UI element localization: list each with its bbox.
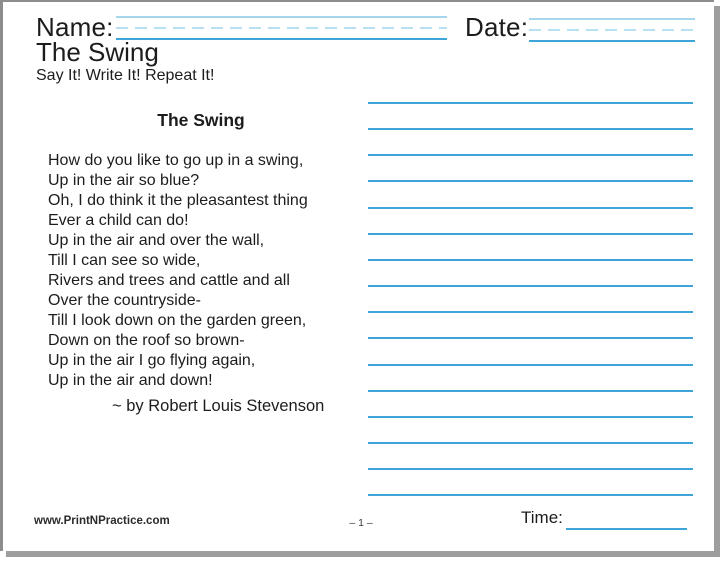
poem-line: Down on the roof so brown- <box>48 332 245 349</box>
writing-line <box>368 128 693 130</box>
name-guide-dashed-line <box>116 27 447 29</box>
poem-text <box>48 151 308 391</box>
date-guide-base-line <box>529 40 695 42</box>
writing-line <box>368 337 693 339</box>
worksheet-subtitle: Say It! Write It! Repeat It! <box>36 67 215 84</box>
time-label: Time: <box>521 508 563 527</box>
name-writing-lines <box>116 16 447 61</box>
time-fill-in-line <box>566 528 687 530</box>
writing-line <box>368 468 693 470</box>
poem-line: Oh, I do think it the pleasantest thing <box>48 192 308 209</box>
poem-line: Over the countryside- <box>48 292 201 309</box>
poem-heading: The Swing <box>157 110 245 130</box>
writing-line <box>368 390 693 392</box>
writing-line <box>368 154 693 156</box>
name-guide-top-line <box>116 16 447 18</box>
writing-line <box>368 233 693 235</box>
practice-lines <box>368 102 693 502</box>
poem-attribution: ~ by Robert Louis Stevenson <box>112 397 325 415</box>
name-label: Name: <box>36 12 114 42</box>
writing-line <box>368 416 693 418</box>
poem-line: How do you like to go up in a swing, <box>48 152 304 169</box>
writing-line <box>368 259 693 261</box>
poem-line: Up in the air and down! <box>48 372 213 389</box>
writing-line <box>368 285 693 287</box>
date-guide-top-line <box>529 18 695 20</box>
writing-line <box>368 364 693 366</box>
writing-line <box>368 311 693 313</box>
name-guide-base-line <box>116 38 447 40</box>
footer-page-number: – 1 – <box>349 517 373 529</box>
footer-website: www.PrintNPractice.com <box>34 515 170 527</box>
poem-line: Till I can see so wide, <box>48 252 201 269</box>
poem-line: Till I look down on the garden green, <box>48 312 307 329</box>
writing-line <box>368 102 693 104</box>
writing-line <box>368 494 693 496</box>
poem-line: Up in the air I go flying again, <box>48 352 256 369</box>
poem-line: Rivers and trees and cattle and all <box>48 272 290 289</box>
date-label: Date: <box>465 12 529 42</box>
poem-line: Ever a child can do! <box>48 212 189 229</box>
writing-line <box>368 180 693 182</box>
writing-line <box>368 442 693 444</box>
writing-line <box>368 207 693 209</box>
date-writing-lines <box>529 18 695 63</box>
date-guide-dashed-line <box>529 29 695 31</box>
poem-line: Up in the air so blue? <box>48 172 200 189</box>
worksheet-title: The Swing <box>36 37 159 67</box>
poem-line: Up in the air and over the wall, <box>48 232 265 249</box>
